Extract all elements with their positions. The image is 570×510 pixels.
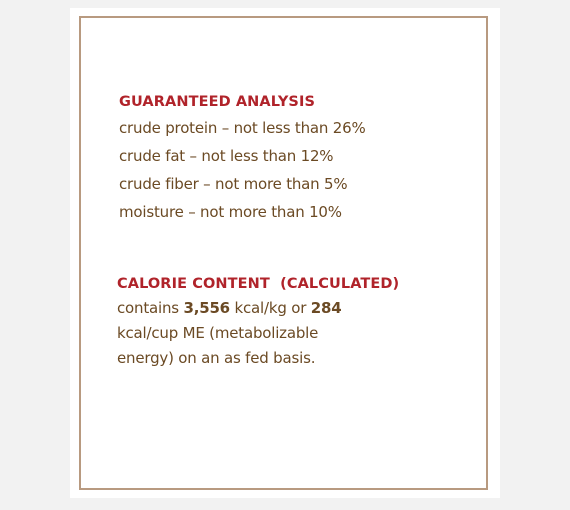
calorie-line-3: energy) on an as fed basis. xyxy=(117,349,316,367)
analysis-item-crude-fat: crude fat – not less than 12% xyxy=(119,147,334,165)
analysis-item-moisture: moisture – not more than 10% xyxy=(119,203,342,221)
guaranteed-analysis-section xyxy=(119,90,366,226)
calorie-line-1-middle: kcal/kg or xyxy=(229,299,311,317)
label-border-frame xyxy=(79,16,488,490)
calorie-line-1-prefix: contains xyxy=(117,299,184,317)
calorie-line-2: kcal/cup ME (metabolizable xyxy=(117,324,319,342)
calorie-line-1 xyxy=(117,296,399,321)
kcal-per-kg-value: 3,556 xyxy=(183,299,230,317)
calorie-content-heading: CALORIE CONTENT (CALCULATED) xyxy=(117,276,400,292)
analysis-item-crude-protein: crude protein – not less than 26% xyxy=(119,119,366,137)
analysis-item-crude-fiber: crude fiber – not more than 5% xyxy=(119,175,348,193)
kcal-per-cup-value: 284 xyxy=(310,299,342,317)
calorie-content-section xyxy=(117,272,399,371)
guaranteed-analysis-heading: GUARANTEED ANALYSIS xyxy=(119,94,316,110)
